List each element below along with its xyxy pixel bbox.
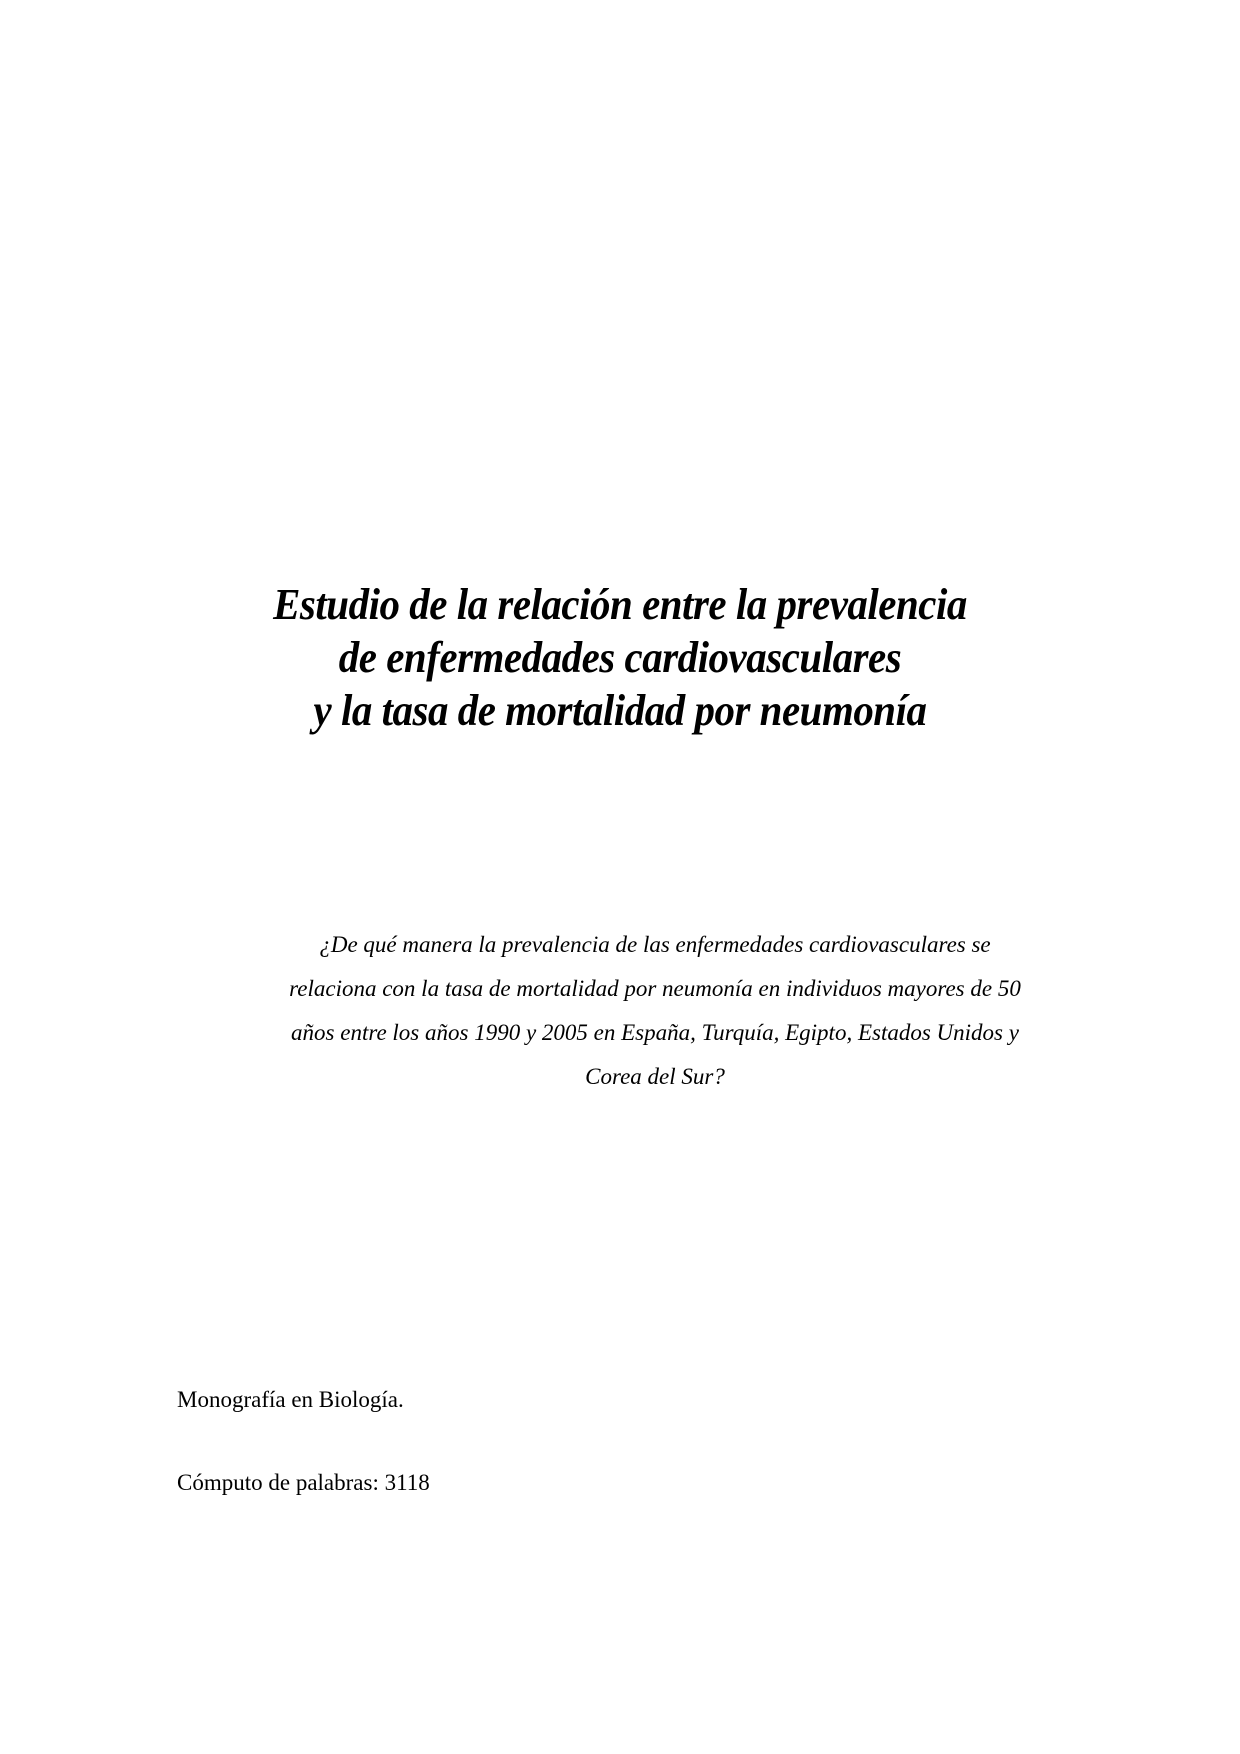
research-question-line: ¿De qué manera la prevalencia de las enfermedades cardiovasculares se <box>319 932 991 957</box>
title-line: y la tasa de mortalidad por neumonía <box>313 686 927 735</box>
research-question-line: años entre los años 1990 y 2005 en España, Turquía, Egipto, Estados Unidos y <box>291 1020 1019 1045</box>
title-line: de enfermedades cardiovasculares <box>338 633 902 682</box>
research-question-line: Corea del Sur? <box>585 1064 725 1089</box>
subject-label: Monografía en Biología. <box>177 1387 404 1412</box>
title-line: Estudio de la relación entre la prevalencia <box>273 580 967 629</box>
research-question <box>250 923 1060 1099</box>
document-title <box>43 578 1196 737</box>
word-count: Cómputo de palabras: 3118 <box>177 1470 430 1495</box>
research-question-line: relaciona con la tasa de mortalidad por neumonía en individuos mayores de 50 <box>289 976 1021 1001</box>
